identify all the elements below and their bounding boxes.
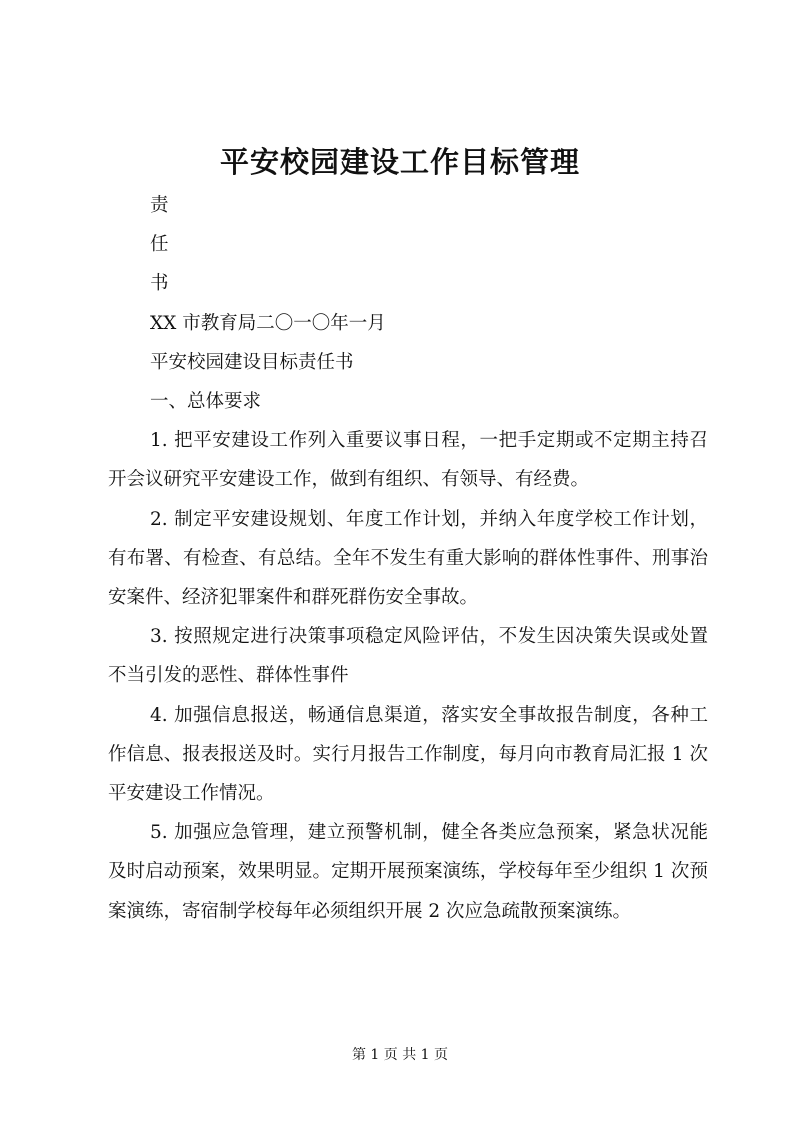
paragraph-4: 4. 加强信息报送，畅通信息渠道，落实安全事故报告制度，各种工作信息、报表报送及时。实行月报告工作制度，每月向市教育局汇报 1 次平安建设工作情况。: [108, 704, 708, 805]
paragraph-1: 1. 把平安建设工作列入重要议事日程，一把手定期或不定期主持召开会议研究平安建设工作，做到有组织、有领导、有经费。: [108, 430, 708, 491]
page-footer: 第 1 页 共 1 页: [351, 1047, 449, 1063]
section-heading: 一、总体要求: [150, 391, 262, 413]
document-body: [108, 186, 708, 931]
paragraph-2: 2. 制定平安建设规划、年度工作计划，并纳入年度学校工作计划，有布署、有检查、有总结。全年不发生有重大影响的群体性事件、刑事治安案件、经济犯罪案件和群死群伤安全事故。: [108, 508, 708, 609]
document-title: 平安校园建设工作目标管理: [219, 145, 580, 179]
header-line: 书: [150, 273, 169, 295]
issuer-date-line: XX 市教育局二〇一〇年一月: [150, 312, 386, 334]
header-line: 任: [150, 234, 169, 256]
header-line: 责: [150, 195, 169, 216]
subtitle-line: 平安校园建设目标责任书: [150, 351, 354, 373]
paragraph-3: 3. 按照规定进行决策事项稳定风险评估，不发生因决策失误或处置不当引发的恶性、群体性事件: [108, 626, 708, 687]
paragraph-5: 5. 加强应急管理，建立预警机制，健全各类应急预案，紧急状况能及时启动预案，效果明显。定期开展预案演练，学校每年至少组织 1 次预案演练，寄宿制学校每年必须组织开展 2 次应急疏散预案演练。: [108, 822, 708, 922]
